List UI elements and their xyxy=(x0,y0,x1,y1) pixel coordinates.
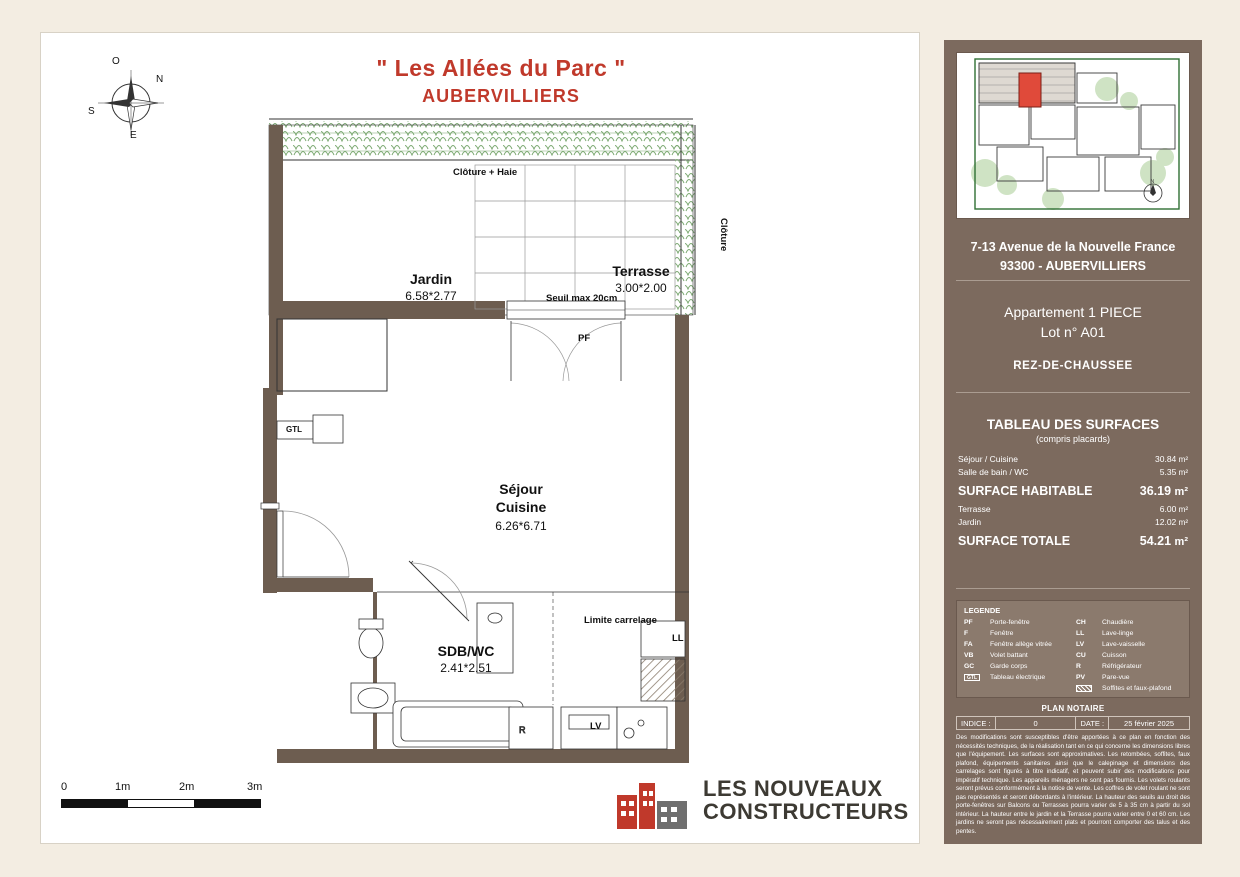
surface-value: 12.02 xyxy=(1155,516,1177,527)
surface-unit: m² xyxy=(1178,517,1188,527)
apartment-block xyxy=(944,302,1202,343)
surface-label: SURFACE TOTALE xyxy=(958,534,1071,548)
legend-value: Fenêtre xyxy=(990,630,1014,637)
table-row xyxy=(958,465,1188,478)
legend-key: PV xyxy=(1076,674,1086,681)
legend-item-gtl xyxy=(964,672,1070,683)
cloture-label: Clôture xyxy=(718,218,729,252)
legend-value: Tableau électrique xyxy=(990,674,1046,681)
surface-value: 5.35 xyxy=(1159,466,1177,477)
indice-label: INDICE : xyxy=(961,718,991,728)
table-row xyxy=(958,502,1188,515)
scale-tick-3: 3m xyxy=(247,781,263,793)
scale-tick-1: 1m xyxy=(115,781,131,793)
table-row xyxy=(958,452,1188,465)
legend-key: VB xyxy=(964,652,974,659)
legend-value: Cuisson xyxy=(1102,652,1127,659)
table-row-total xyxy=(958,528,1188,552)
project-city: AUBERVILLIERS xyxy=(422,86,580,106)
legend-box xyxy=(956,600,1190,698)
room-sejour-cuisine: Séjour Cuisine 6.26*6.71 xyxy=(495,481,547,533)
table-row xyxy=(958,515,1188,528)
legend-item xyxy=(1076,639,1182,650)
seuil-label: Seuil max 20cm xyxy=(546,293,618,304)
surface-value: 30.84 xyxy=(1155,453,1177,464)
legend-item xyxy=(1076,617,1182,628)
legend-title: LEGENDE xyxy=(964,606,1001,615)
legend-key: CU xyxy=(1076,652,1086,659)
gtl-swatch-icon: GTL xyxy=(964,674,980,681)
surfaces-subtitle: (compris placards) xyxy=(1035,434,1111,444)
logo-line2: CONSTRUCTEURS xyxy=(703,799,909,825)
disclaimer-text: Des modifications sont susceptibles d'être apportées à ce plan en fonction des nécessités techniques, de la réalisation tant en ce qui concerne les dimensions libres que l'équipement. Les surfaces sont approximatives. Les retombées, soffites, faux plafond, équipements sanitaires ainsi que le calepinage et dimensions des carrelages sont figurés à titre indicatif, et peuvent subir des modifications pour impératif technique. Les appareils ménagers ne sont pas fournis. Les volets roulants seront prévus conformément à la notice de vente. Les coffres de volet roulant ne sont pas représentés et seront débordants à l'intérieur. La hauteur des seuils au droit des porte-fenêtres sur Balcons ou Terrasses pourra varier de 5 à 35 cm à partir du sol intérieur. La hauteur entre le jardin et la Terrasse pourra varier entre 0 et 60 cm. Les jardins ne seront pas nécessairement plats et pourront comporter des talus et des pentes. xyxy=(956,734,1190,836)
room-sdb-wc: SDB/WC 2.41*2.51 xyxy=(437,643,495,675)
scale-bar xyxy=(61,781,291,808)
legend-value: Lave-vaisselle xyxy=(1102,641,1146,648)
divider-3 xyxy=(956,588,1190,589)
legend-value: Porte-fenêtre xyxy=(990,619,1030,626)
legend-key: GC xyxy=(964,663,975,670)
surface-unit: m² xyxy=(1178,467,1188,477)
info-panel xyxy=(944,40,1202,844)
lv-label: LV xyxy=(590,721,602,732)
plan-notaire-title: PLAN NOTAIRE xyxy=(1041,704,1105,713)
room-jardin: Jardin 6.58*2.77 xyxy=(405,271,457,303)
svg-text:N: N xyxy=(1150,179,1155,185)
floor-level: REZ-DE-CHAUSSEE xyxy=(1013,360,1133,372)
surface-label: Jardin xyxy=(958,516,982,527)
surface-unit: m² xyxy=(1178,504,1188,514)
surface-unit: m² xyxy=(1174,486,1188,498)
legend-value: Lave-linge xyxy=(1102,630,1134,637)
surface-unit: m² xyxy=(1178,454,1188,464)
apartment-lot: Lot n° A01 xyxy=(1040,324,1106,341)
legend-key: CH xyxy=(1076,619,1086,626)
divider-1 xyxy=(956,280,1190,281)
surface-value: 54.21 xyxy=(1139,534,1172,548)
legend-value: Pare-vue xyxy=(1102,674,1130,681)
scale-tick-2: 2m xyxy=(179,781,195,793)
compass-label-s: S xyxy=(88,106,95,117)
legend-key: LV xyxy=(1076,641,1085,648)
legend-column-right xyxy=(1076,617,1182,694)
legend-key: F xyxy=(964,630,969,637)
legend-value: Garde corps xyxy=(990,663,1028,670)
legend-column-left xyxy=(964,617,1070,694)
compass-label-o: O xyxy=(112,56,120,67)
hatch-swatch-icon xyxy=(1076,685,1092,692)
date-label: DATE : xyxy=(1075,717,1108,729)
gtl-label: GTL xyxy=(286,425,302,434)
compass-label-n: N xyxy=(156,74,164,85)
divider-2 xyxy=(956,392,1190,393)
legend-item xyxy=(964,617,1070,628)
scale-tick-0: 0 xyxy=(61,781,68,793)
legend-item xyxy=(1076,661,1182,672)
indice-row xyxy=(956,716,1190,730)
ll-label: LL xyxy=(672,633,684,644)
legend-item xyxy=(964,661,1070,672)
surface-label: Salle de bain / WC xyxy=(958,466,1029,477)
compass-label-e: E xyxy=(130,130,137,141)
limite-carrelage-label: Limite carrelage xyxy=(584,615,657,626)
address-block xyxy=(944,238,1202,276)
project-name: " Les Allées du Parc " xyxy=(376,55,626,81)
apartment-type: Appartement 1 PIECE xyxy=(1004,304,1142,320)
legend-item xyxy=(964,639,1070,650)
surface-label: SURFACE HABITABLE xyxy=(958,484,1093,498)
floorplan-drawing xyxy=(41,33,921,845)
date-value: 25 février 2025 xyxy=(1108,717,1189,729)
pf-label: PF xyxy=(578,333,591,344)
site-minimap xyxy=(956,52,1190,219)
svg-text:R: R xyxy=(519,725,526,735)
surface-unit: m² xyxy=(1174,536,1188,548)
table-row-total-habitable xyxy=(958,478,1188,502)
legend-item-soffite xyxy=(1076,683,1182,694)
legend-value: Volet battant xyxy=(990,652,1028,659)
surface-label: Séjour / Cuisine xyxy=(958,453,1019,464)
company-logo-text xyxy=(703,777,909,823)
legend-item xyxy=(964,650,1070,661)
legend-value: Réfrigérateur xyxy=(1102,663,1142,670)
surfaces-table xyxy=(958,452,1188,552)
indice-value: 0 xyxy=(995,717,1076,729)
room-terrasse: Terrasse 3.00*2.00 xyxy=(612,263,670,295)
legend-item xyxy=(964,628,1070,639)
legend-item xyxy=(1076,650,1182,661)
address-line-2: 93300 - AUBERVILLIERS xyxy=(1000,258,1146,273)
legend-key: R xyxy=(1076,663,1081,670)
plan-sheet xyxy=(40,32,920,844)
surfaces-title: TABLEAU DES SURFACES xyxy=(986,417,1160,432)
address-line-1: 7-13 Avenue de la Nouvelle France xyxy=(970,240,1176,254)
legend-value: Chaudière xyxy=(1102,619,1134,626)
legend-key: PF xyxy=(964,619,973,626)
company-logo xyxy=(611,773,911,835)
legend-item xyxy=(1076,628,1182,639)
surface-label: Terrasse xyxy=(958,503,991,514)
legend-item xyxy=(1076,672,1182,683)
legend-value: Soffites et faux-plafond xyxy=(1102,685,1172,692)
logo-line1: LES NOUVEAUX xyxy=(703,776,883,801)
legend-key: FA xyxy=(964,641,973,648)
scale-bar-graphic xyxy=(61,799,261,808)
fence-label: Clôture + Haie xyxy=(453,167,518,178)
legend-key: LL xyxy=(1076,630,1085,637)
surface-value: 36.19 xyxy=(1139,484,1172,498)
legend-value: Fenêtre allège vitrée xyxy=(990,641,1052,648)
surface-value: 6.00 xyxy=(1159,503,1177,514)
